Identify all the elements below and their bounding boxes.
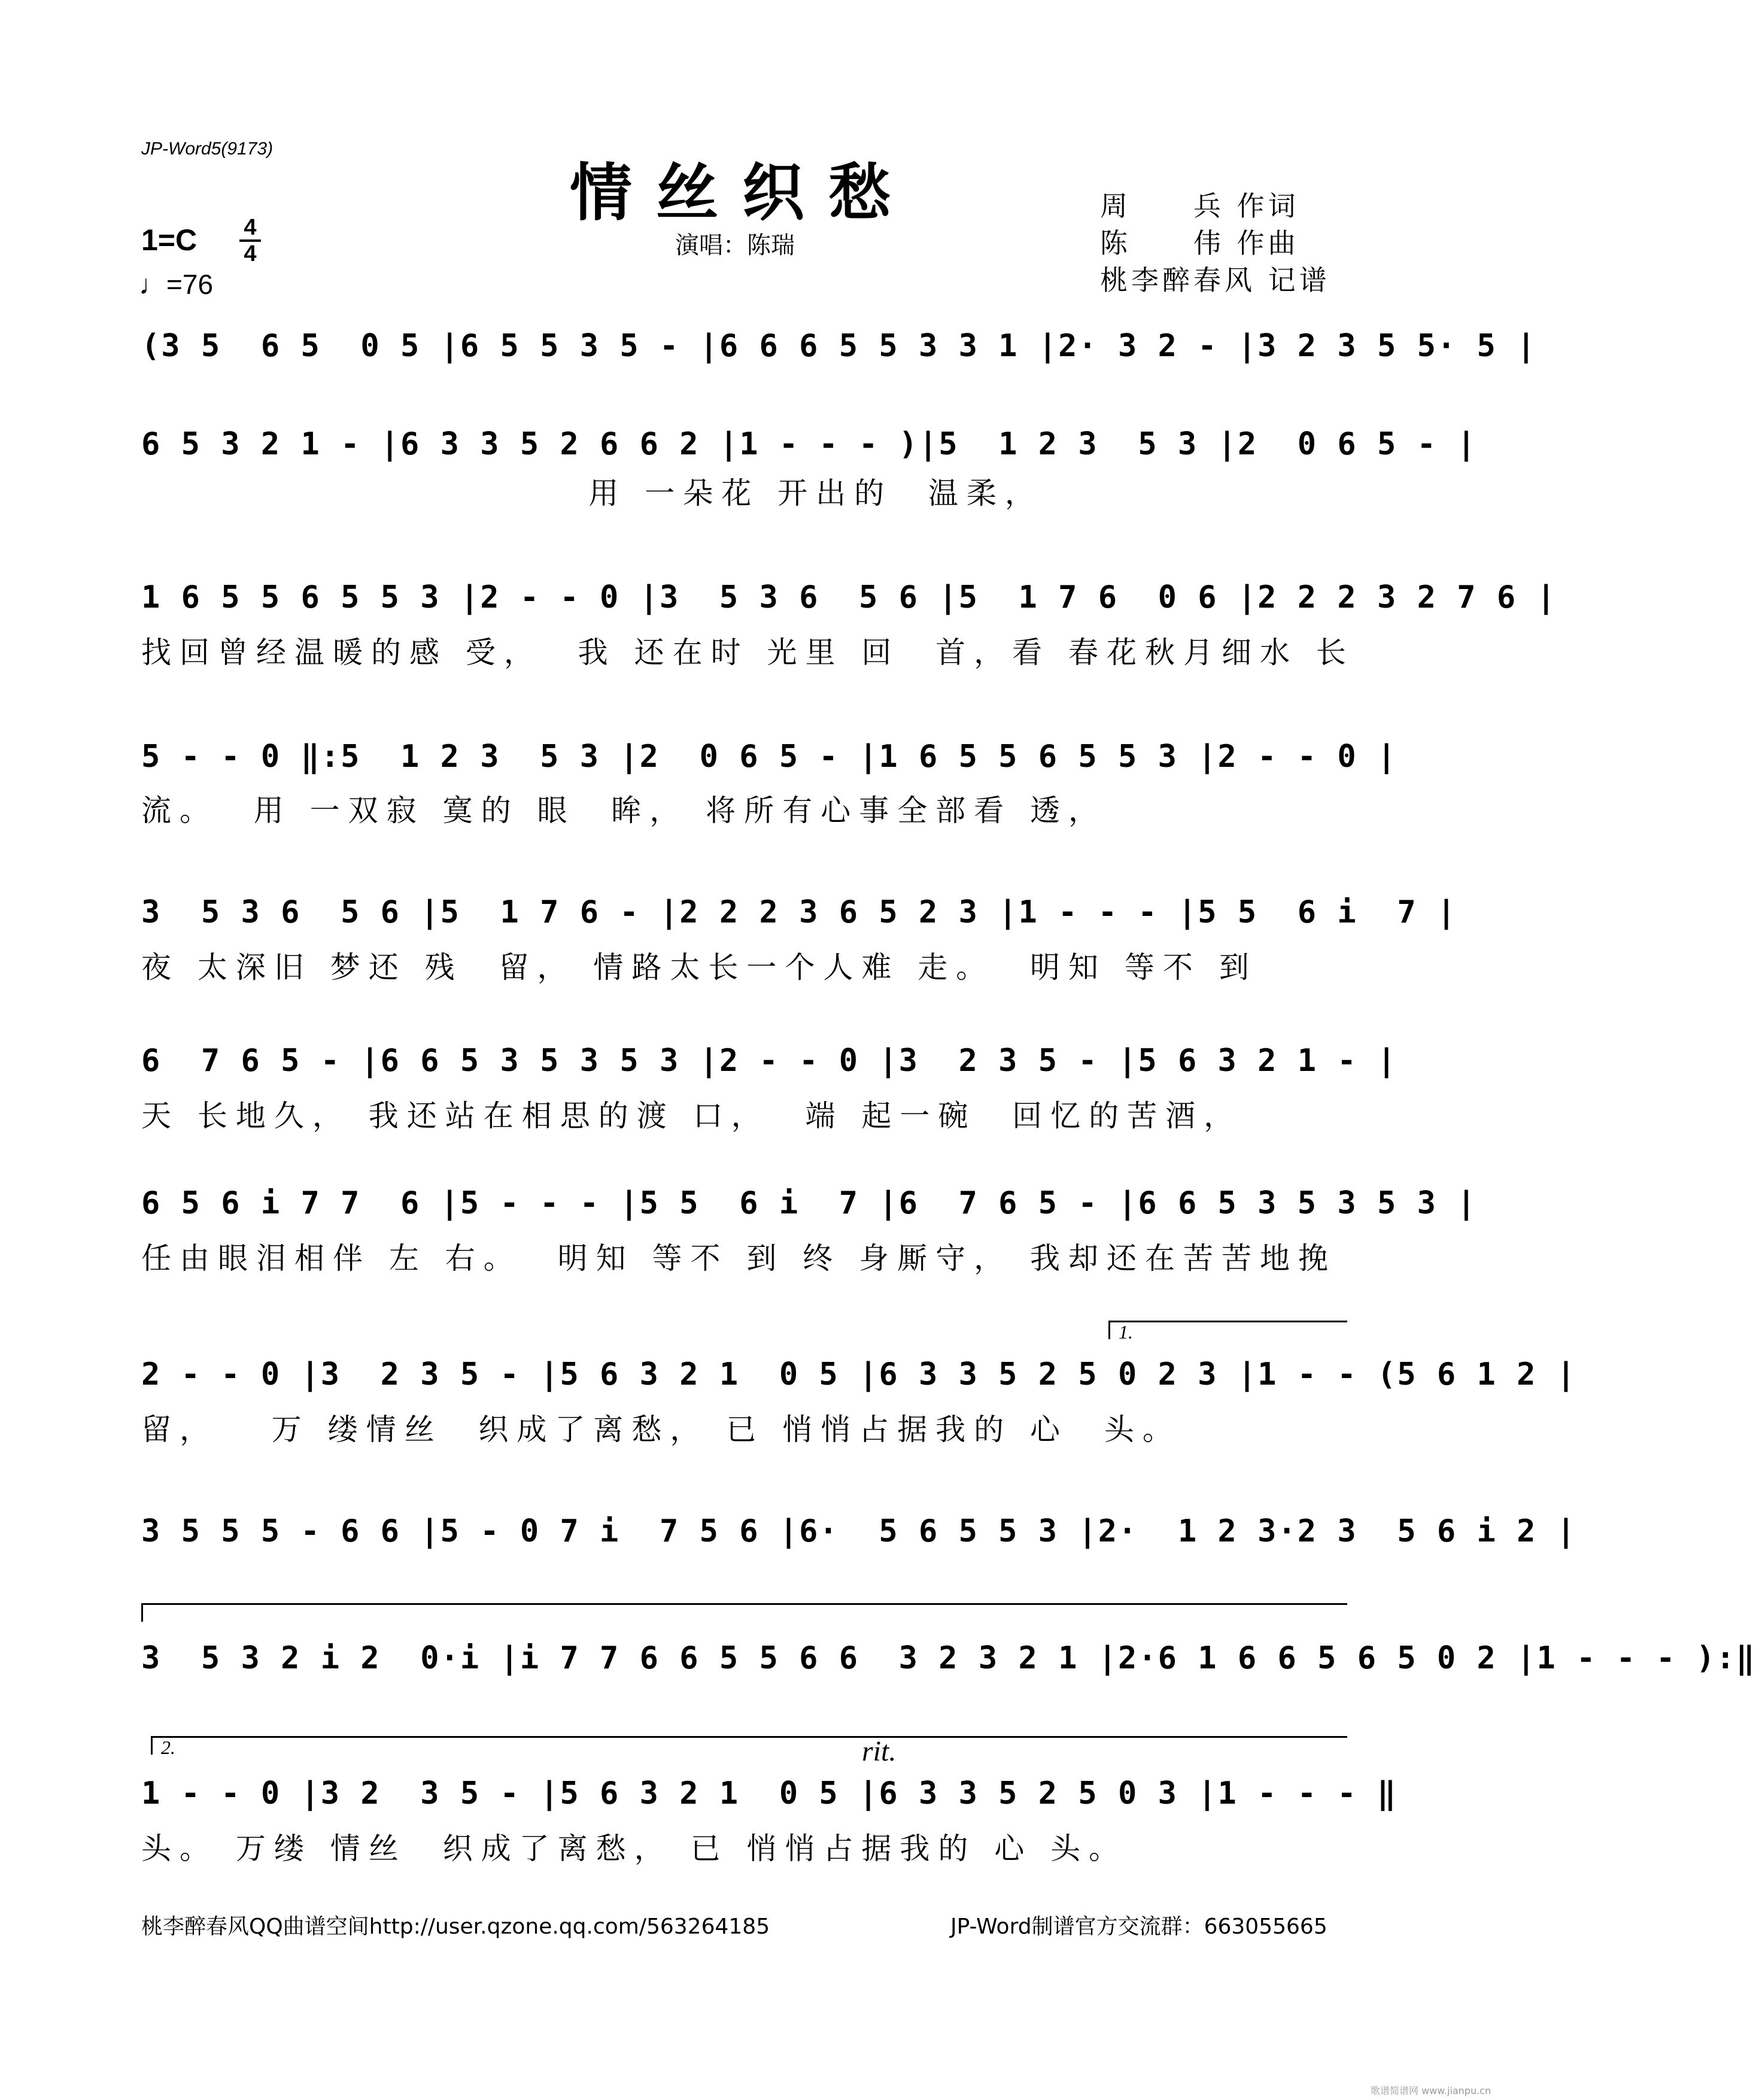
- notes-line: 5 - - 0 ‖:5 1 2 3 5 3 |2 0 6 5 - |1 6 5 5 6 5 5 3 |2 - - 0 |: [141, 739, 1397, 775]
- notes-line: 3 5 3 2 i 2 0·i |i 7 7 6 6 5 5 6 6 3 2 3 2 1 |2·6 1 6 6 5 6 5 0 2 |1 - - - ):‖: [141, 1640, 1756, 1676]
- notes-line: 2 - - 0 |3 2 3 5 - |5 6 3 2 1 0 5 |6 3 3 5 2 5 0 2 3 |1 - - (5 6 1 2 |: [141, 1356, 1577, 1392]
- notes-line: 6 7 6 5 - |6 6 5 3 5 3 5 3 |2 - - 0 |3 2 3 5 - |5 6 3 2 1 - |: [141, 1043, 1397, 1079]
- first-ending-bracket-continued: [141, 1603, 1347, 1622]
- notes-line: 1 6 5 5 6 5 5 3 |2 - - 0 |3 5 3 6 5 6 |5 1 7 6 0 6 |2 2 2 3 2 7 6 |: [141, 579, 1557, 615]
- singer-credit: 演唱：陈瑞: [675, 232, 795, 259]
- notes-line: (3 5 6 5 0 5 |6 5 5 3 5 - |6 6 6 5 5 3 3 1 |2· 3 2 - |3 2 3 5 5· 5 |: [141, 328, 1537, 364]
- time-signature-top: 4: [244, 215, 257, 240]
- lyrics-line: 找回曾经温暖的感 受， 我 还在时 光里 回 首，看 春花秋月细水 长: [141, 635, 1354, 670]
- lyrics-line: 用 一朵花 开出的 温柔，: [141, 476, 1043, 511]
- lyricist-credit: 周 兵 作词: [1100, 190, 1299, 222]
- lyrics-line: 夜 太深旧 梦还 残 留， 情路太长一个人难 走。 明知 等不 到: [141, 950, 1257, 985]
- footer-group: JP-Word制谱官方交流群：663055665: [950, 1914, 1327, 1939]
- first-ending-label: 1.: [1119, 1321, 1133, 1343]
- composer-credit: 陈 伟 作曲: [1100, 227, 1299, 259]
- site-watermark: 歌谱简谱网 www.jianpu.cn: [1371, 2085, 1491, 2096]
- lyrics-line: 留， 万 缕情丝 织成了离愁， 已 悄悄占据我的 心 头。: [141, 1412, 1181, 1447]
- song-title: 情丝织愁: [569, 156, 915, 229]
- footer-source: 桃李醉春风QQ曲谱空间http://user.qzone.qq.com/563264185: [141, 1914, 770, 1939]
- second-ending-bracket: [151, 1736, 1347, 1758]
- notes-line: 6 5 3 2 1 - |6 3 3 5 2 6 6 2 |1 - - - )|5 1 2 3 5 3 |2 0 6 5 - |: [141, 426, 1477, 462]
- lyrics-line: 流。 用 一双寂 寞的 眼 眸， 将所有心事全部看 透，: [141, 793, 1107, 828]
- first-ending-bracket: [1108, 1321, 1347, 1343]
- second-ending-label: 2.: [161, 1737, 175, 1758]
- notes-line: 3 5 3 6 5 6 |5 1 7 6 - |2 2 2 3 6 5 2 3 |1 - - - |5 5 6 i 7 |: [141, 894, 1457, 930]
- notes-line: 1 - - 0 |3 2 3 5 - |5 6 3 2 1 0 5 |6 3 3 5 2 5 0 3 |1 - - - ‖: [141, 1776, 1397, 1811]
- transcriber-credit: 桃李醉春风 记谱: [1100, 264, 1330, 296]
- lyrics-line: 任由眼泪相伴 左 右。 明知 等不 到 终 身厮守， 我却还在苦苦地挽: [141, 1241, 1337, 1276]
- key-signature: 1=C: [141, 223, 198, 257]
- lyrics-line: 天 长地久， 我还站在相思的渡 口， 端 起一碗 回忆的苦酒，: [141, 1098, 1242, 1133]
- software-label: JP-Word5(9173): [141, 139, 274, 159]
- time-signature: [238, 217, 262, 265]
- notes-line: 6 5 6 i 7 7 6 |5 - - - |5 5 6 i 7 |6 7 6 5 - |6 6 5 3 5 3 5 3 |: [141, 1185, 1477, 1221]
- time-signature-bottom: 4: [244, 241, 257, 266]
- lyrics-line: 头。 万缕 情丝 织成了离愁， 已 悄悄占据我的 心 头。: [141, 1831, 1128, 1866]
- tempo-marking: ♩=76: [139, 269, 214, 300]
- ritardando-marking: rit.: [862, 1735, 897, 1767]
- notes-line: 3 5 5 5 - 6 6 |5 - 0 7 i 7 5 6 |6· 5 6 5 5 3 |2· 1 2 3·2 3 5 6 i 2 |: [141, 1513, 1577, 1549]
